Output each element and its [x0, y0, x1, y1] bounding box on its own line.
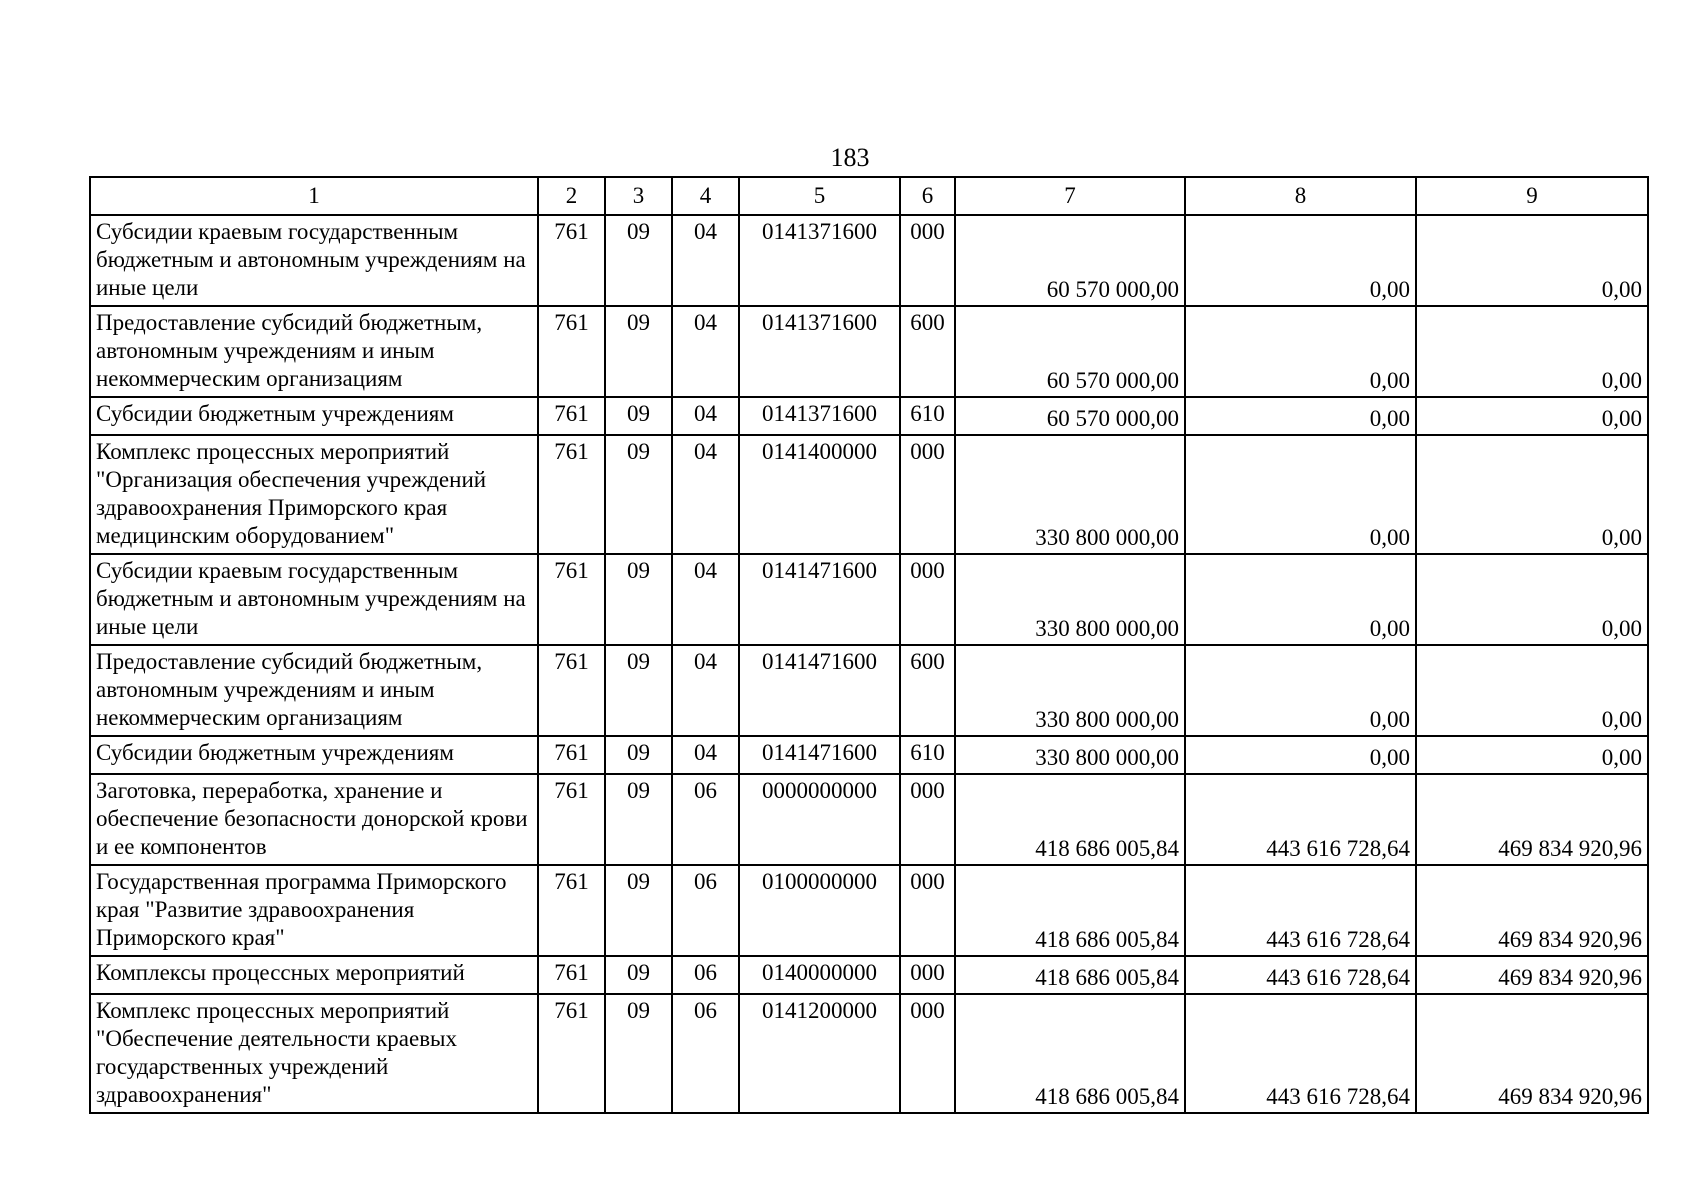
row-code: 0100000000 [739, 865, 900, 956]
row-amount: 0,00 [1185, 215, 1416, 306]
row-name: Предоставление субсидий бюджетным, автономным учреждениям и иным некоммерческим организациям [90, 645, 538, 736]
row-name: Заготовка, переработка, хранение и обеспечение безопасности донорской крови и ее компонентов [90, 774, 538, 865]
row-code: 761 [538, 774, 605, 865]
row-code: 04 [672, 435, 739, 554]
table-row [90, 215, 1648, 306]
row-amount: 0,00 [1185, 554, 1416, 645]
row-code: 761 [538, 736, 605, 774]
row-code: 761 [538, 645, 605, 736]
row-amount: 0,00 [1416, 645, 1648, 736]
row-code: 0141471600 [739, 736, 900, 774]
table-row [90, 865, 1648, 956]
column-header: 1 [90, 177, 538, 215]
row-name: Комплексы процессных мероприятий [90, 956, 538, 994]
row-code: 0141371600 [739, 397, 900, 435]
column-header: 3 [605, 177, 672, 215]
row-amount: 0,00 [1416, 306, 1648, 397]
row-amount: 60 570 000,00 [955, 215, 1185, 306]
row-code: 0141371600 [739, 215, 900, 306]
row-amount: 0,00 [1185, 645, 1416, 736]
row-name: Предоставление субсидий бюджетным, автономным учреждениям и иным некоммерческим организациям [90, 306, 538, 397]
row-amount: 0,00 [1416, 554, 1648, 645]
row-name: Субсидии краевым государственным бюджетным и автономным учреждениям на иные цели [90, 215, 538, 306]
row-code: 04 [672, 397, 739, 435]
row-code: 06 [672, 865, 739, 956]
row-code: 761 [538, 865, 605, 956]
row-code: 04 [672, 645, 739, 736]
row-code: 000 [900, 774, 955, 865]
row-code: 09 [605, 774, 672, 865]
row-amount: 330 800 000,00 [955, 554, 1185, 645]
row-amount: 418 686 005,84 [955, 994, 1185, 1113]
column-header: 2 [538, 177, 605, 215]
row-amount: 0,00 [1416, 215, 1648, 306]
row-amount: 0,00 [1185, 306, 1416, 397]
row-name: Комплекс процессных мероприятий "Обеспечение деятельности краевых государственных учреждений здравоохранения" [90, 994, 538, 1113]
row-code: 600 [900, 645, 955, 736]
table-row [90, 435, 1648, 554]
page-number: 183 [830, 143, 870, 172]
row-code: 761 [538, 994, 605, 1113]
row-code: 09 [605, 994, 672, 1113]
row-name: Субсидии бюджетным учреждениям [90, 397, 538, 435]
column-header: 9 [1416, 177, 1648, 215]
row-code: 09 [605, 956, 672, 994]
row-name: Государственная программа Приморского края "Развитие здравоохранения Приморского края" [90, 865, 538, 956]
row-code: 04 [672, 306, 739, 397]
row-code: 0000000000 [739, 774, 900, 865]
row-code: 000 [900, 994, 955, 1113]
row-code: 0141471600 [739, 645, 900, 736]
row-code: 09 [605, 645, 672, 736]
column-header: 4 [672, 177, 739, 215]
row-amount: 443 616 728,64 [1185, 956, 1416, 994]
row-amount: 0,00 [1416, 736, 1648, 774]
row-code: 04 [672, 215, 739, 306]
row-code: 04 [672, 554, 739, 645]
column-header: 7 [955, 177, 1185, 215]
table-header-row [90, 177, 1648, 215]
table-row [90, 645, 1648, 736]
row-amount: 418 686 005,84 [955, 774, 1185, 865]
budget-table [89, 176, 1649, 1114]
row-code: 06 [672, 774, 739, 865]
table-row [90, 397, 1648, 435]
row-code: 000 [900, 554, 955, 645]
row-code: 610 [900, 397, 955, 435]
row-amount: 469 834 920,96 [1416, 865, 1648, 956]
row-code: 761 [538, 397, 605, 435]
row-code: 0141400000 [739, 435, 900, 554]
row-amount: 0,00 [1185, 397, 1416, 435]
row-code: 09 [605, 397, 672, 435]
row-code: 0141200000 [739, 994, 900, 1113]
row-code: 761 [538, 306, 605, 397]
row-code: 09 [605, 435, 672, 554]
row-code: 000 [900, 956, 955, 994]
row-code: 600 [900, 306, 955, 397]
row-code: 09 [605, 554, 672, 645]
row-amount: 0,00 [1416, 397, 1648, 435]
row-amount: 469 834 920,96 [1416, 956, 1648, 994]
column-header: 5 [739, 177, 900, 215]
row-amount: 443 616 728,64 [1185, 865, 1416, 956]
row-amount: 0,00 [1185, 736, 1416, 774]
row-code: 761 [538, 554, 605, 645]
row-amount: 330 800 000,00 [955, 435, 1185, 554]
table-row [90, 554, 1648, 645]
row-name: Комплекс процессных мероприятий "Организация обеспечения учреждений здравоохранения Приморского края медицинским оборудованием" [90, 435, 538, 554]
row-amount: 418 686 005,84 [955, 956, 1185, 994]
column-header: 6 [900, 177, 955, 215]
row-code: 0140000000 [739, 956, 900, 994]
row-code: 0141371600 [739, 306, 900, 397]
row-code: 610 [900, 736, 955, 774]
table-row [90, 994, 1648, 1113]
row-code: 09 [605, 865, 672, 956]
row-code: 000 [900, 215, 955, 306]
row-code: 0141471600 [739, 554, 900, 645]
row-name: Субсидии краевым государственным бюджетным и автономным учреждениям на иные цели [90, 554, 538, 645]
table-row [90, 774, 1648, 865]
row-amount: 330 800 000,00 [955, 645, 1185, 736]
row-code: 06 [672, 956, 739, 994]
row-code: 09 [605, 736, 672, 774]
row-amount: 469 834 920,96 [1416, 774, 1648, 865]
row-code: 761 [538, 435, 605, 554]
column-header: 8 [1185, 177, 1416, 215]
row-amount: 443 616 728,64 [1185, 774, 1416, 865]
row-code: 761 [538, 956, 605, 994]
row-code: 000 [900, 865, 955, 956]
row-name: Субсидии бюджетным учреждениям [90, 736, 538, 774]
row-code: 09 [605, 306, 672, 397]
row-code: 761 [538, 215, 605, 306]
row-amount: 469 834 920,96 [1416, 994, 1648, 1113]
row-amount: 418 686 005,84 [955, 865, 1185, 956]
table-row [90, 956, 1648, 994]
row-code: 000 [900, 435, 955, 554]
row-code: 04 [672, 736, 739, 774]
row-code: 06 [672, 994, 739, 1113]
row-amount: 0,00 [1416, 435, 1648, 554]
row-amount: 330 800 000,00 [955, 736, 1185, 774]
row-amount: 0,00 [1185, 435, 1416, 554]
row-amount: 60 570 000,00 [955, 306, 1185, 397]
table-row [90, 736, 1648, 774]
row-code: 09 [605, 215, 672, 306]
row-amount: 443 616 728,64 [1185, 994, 1416, 1113]
table-row [90, 306, 1648, 397]
row-amount: 60 570 000,00 [955, 397, 1185, 435]
